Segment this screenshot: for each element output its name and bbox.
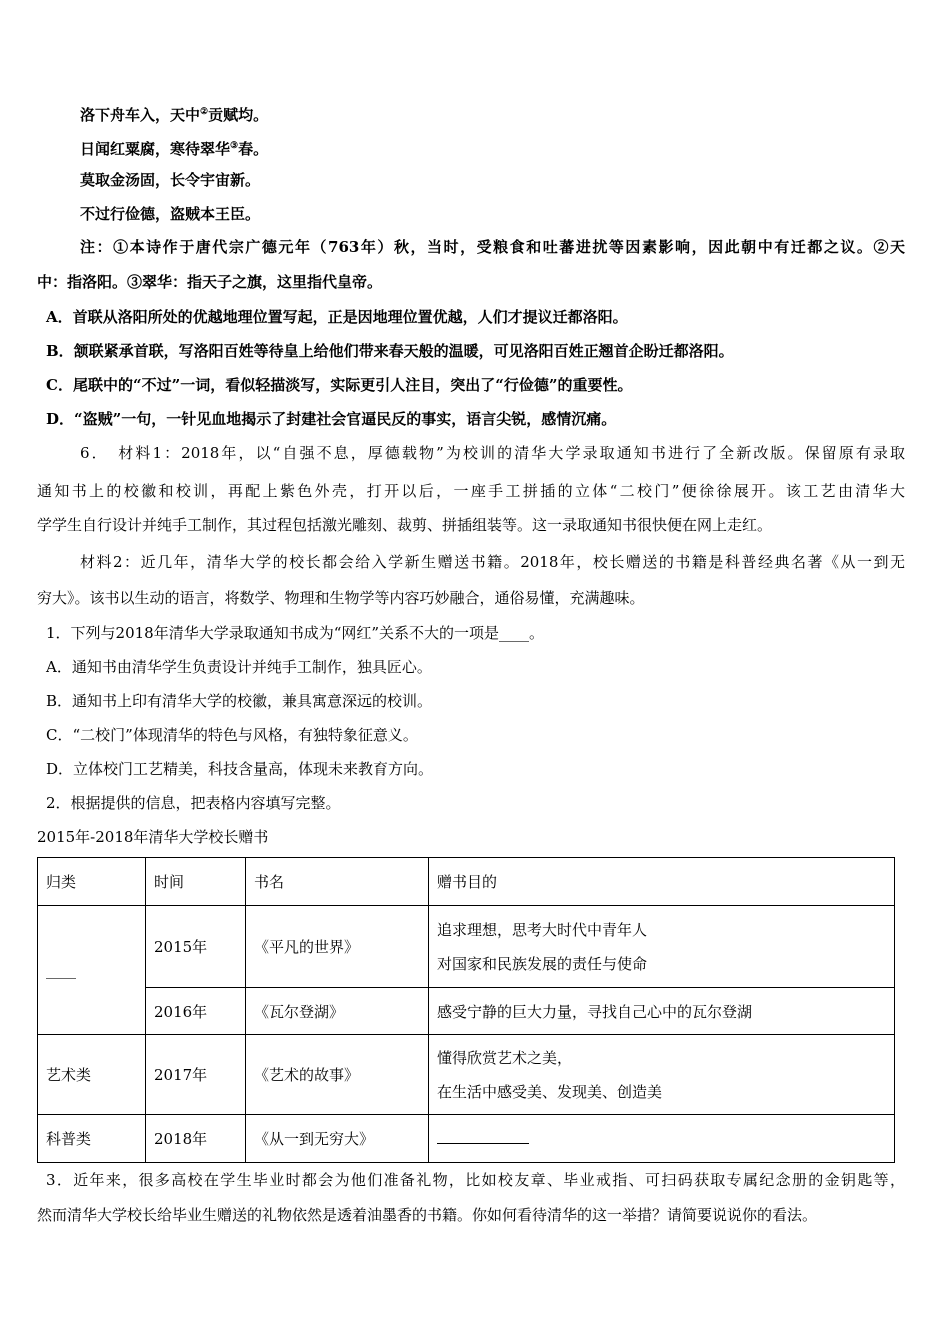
material-1: 6． 材料1：2018年，以“自强不息，厚德载物”为校训的清华大学录取通知书进行了全新改版。保留原有录取 bbox=[80, 444, 905, 462]
time-cell: 2015年 bbox=[146, 906, 246, 988]
q1-option-c: C．“二校门”体现清华的特色与风格，有独特象征意义。 bbox=[46, 726, 418, 744]
footnote-mark: ② bbox=[200, 107, 209, 117]
poem-line-4: 不过行俭德，盗贼本王臣。 bbox=[80, 205, 261, 223]
option-c: C．尾联中的“不过”一词，看似轻描淡写，实际更引人注目，突出了“行俭德”的重要性。 bbox=[46, 376, 633, 394]
time-cell: 2018年 bbox=[146, 1115, 246, 1163]
answer-blank[interactable] bbox=[437, 1129, 529, 1144]
table-header-row bbox=[38, 858, 895, 906]
purpose-cell: 感受宁静的巨大力量，寻找自己心中的瓦尔登湖 bbox=[429, 988, 895, 1035]
purpose-cell bbox=[429, 1035, 895, 1115]
poem-line-3: 莫取金汤固，长令宇宙新。 bbox=[80, 171, 261, 189]
text: 洛下舟车入，天中 bbox=[80, 106, 201, 124]
category-blank[interactable]: ____ bbox=[38, 906, 146, 1035]
book-cell: 《瓦尔登湖》 bbox=[246, 988, 429, 1035]
option-b: B．颔联紧承首联，写洛阳百姓等待皇上给他们带来春天般的温暖，可见洛阳百姓正翘首企盼迁都洛阳。 bbox=[46, 342, 734, 360]
material-1-cont: 通知书上的校徽和校训，再配上紫色外壳，打开以后，一座手工拼插的立体“二校门”便徐徐展开。该工艺由清华大 bbox=[37, 482, 905, 500]
book-gift-table bbox=[37, 857, 895, 1163]
text: 懂得欣赏艺术之美， bbox=[437, 1048, 573, 1067]
q1-option-a: A．通知书由清华学生负责设计并纯手工制作，独具匠心。 bbox=[46, 658, 432, 676]
book-cell: 《平凡的世界》 bbox=[246, 906, 429, 988]
table-caption: 2015年-2018年清华大学校长赠书 bbox=[37, 828, 269, 846]
question-3: 3．近年来，很多高校在学生毕业时都会为他们准备礼物，比如校友章、毕业戒指、可扫码获取专属纪念册的金钥匙等， bbox=[46, 1171, 905, 1189]
text: 对国家和民族发展的责任与使命 bbox=[437, 954, 648, 973]
category-cell: 艺术类 bbox=[38, 1035, 146, 1115]
text: 追求理想，思考大时代中青年人 bbox=[437, 920, 648, 939]
table-row bbox=[38, 1035, 895, 1115]
text: 春。 bbox=[238, 140, 269, 158]
poem-note-cont: 中：指洛阳。③翠华：指天子之旗，这里指代皇帝。 bbox=[37, 273, 383, 291]
category-cell: 科普类 bbox=[38, 1115, 146, 1163]
time-cell: 2016年 bbox=[146, 988, 246, 1035]
question-2: 2．根据提供的信息，把表格内容填写完整。 bbox=[46, 794, 341, 812]
book-cell: 《艺术的故事》 bbox=[246, 1035, 429, 1115]
poem-line-1 bbox=[80, 102, 268, 125]
q1-option-b: B．通知书上印有清华大学的校徽，兼具寓意深远的校训。 bbox=[46, 692, 433, 710]
header-time: 时间 bbox=[146, 858, 246, 906]
table-row bbox=[38, 906, 895, 988]
header-category: 归类 bbox=[38, 858, 146, 906]
purpose-cell bbox=[429, 906, 895, 988]
purpose-blank[interactable] bbox=[429, 1115, 895, 1163]
poem-line-2 bbox=[80, 136, 268, 159]
material-1-cont2: 学学生自行设计并纯手工制作，其过程包括激光雕刻、裁剪、拼插组装等。这一录取通知书很快便在网上走红。 bbox=[37, 516, 773, 534]
material-2-cont: 穷大》。该书以生动的语言，将数学、物理和生物学等内容巧妙融合，通俗易懂，充满趣味。 bbox=[37, 589, 645, 607]
text: 在生活中感受美、发现美、创造美 bbox=[437, 1082, 663, 1101]
material-2: 材料2：近几年，清华大学的校长都会给入学新生赠送书籍。2018年，校长赠送的书籍是科普经典名著《从一到无 bbox=[80, 553, 905, 571]
text: 日闻红粟腐，寒待翠华 bbox=[80, 140, 231, 158]
q1-option-d: D．立体校门工艺精美，科技含量高，体现未来教育方向。 bbox=[46, 760, 434, 778]
option-d: D．“盗贼”一句，一针见血地揭示了封建社会官逼民反的事实，语言尖锐，感情沉痛。 bbox=[46, 410, 617, 428]
header-book: 书名 bbox=[246, 858, 429, 906]
time-cell: 2017年 bbox=[146, 1035, 246, 1115]
poem-note: 注：①本诗作于唐代宗广德元年（763年）秋，当时，受粮食和吐蕃进扰等因素影响，因此朝中有迁都之议。②天 bbox=[80, 238, 905, 256]
book-cell: 《从一到无穷大》 bbox=[246, 1115, 429, 1163]
question-1: 1．下列与2018年清华大学录取通知书成为“网红”关系不大的一项是____。 bbox=[46, 624, 545, 642]
table-row bbox=[38, 1115, 895, 1163]
table-row bbox=[38, 988, 895, 1035]
question-3-cont: 然而清华大学校长给毕业生赠送的礼物依然是透着油墨香的书籍。你如何看待清华的这一举措？请简要说说你的看法。 bbox=[37, 1206, 818, 1224]
option-a: A．首联从洛阳所处的优越地理位置写起，正是因地理位置优越，人们才提议迁都洛阳。 bbox=[46, 308, 628, 326]
text: 贡赋均。 bbox=[208, 106, 269, 124]
footnote-mark: ③ bbox=[230, 141, 239, 151]
header-purpose: 赠书目的 bbox=[429, 858, 895, 906]
